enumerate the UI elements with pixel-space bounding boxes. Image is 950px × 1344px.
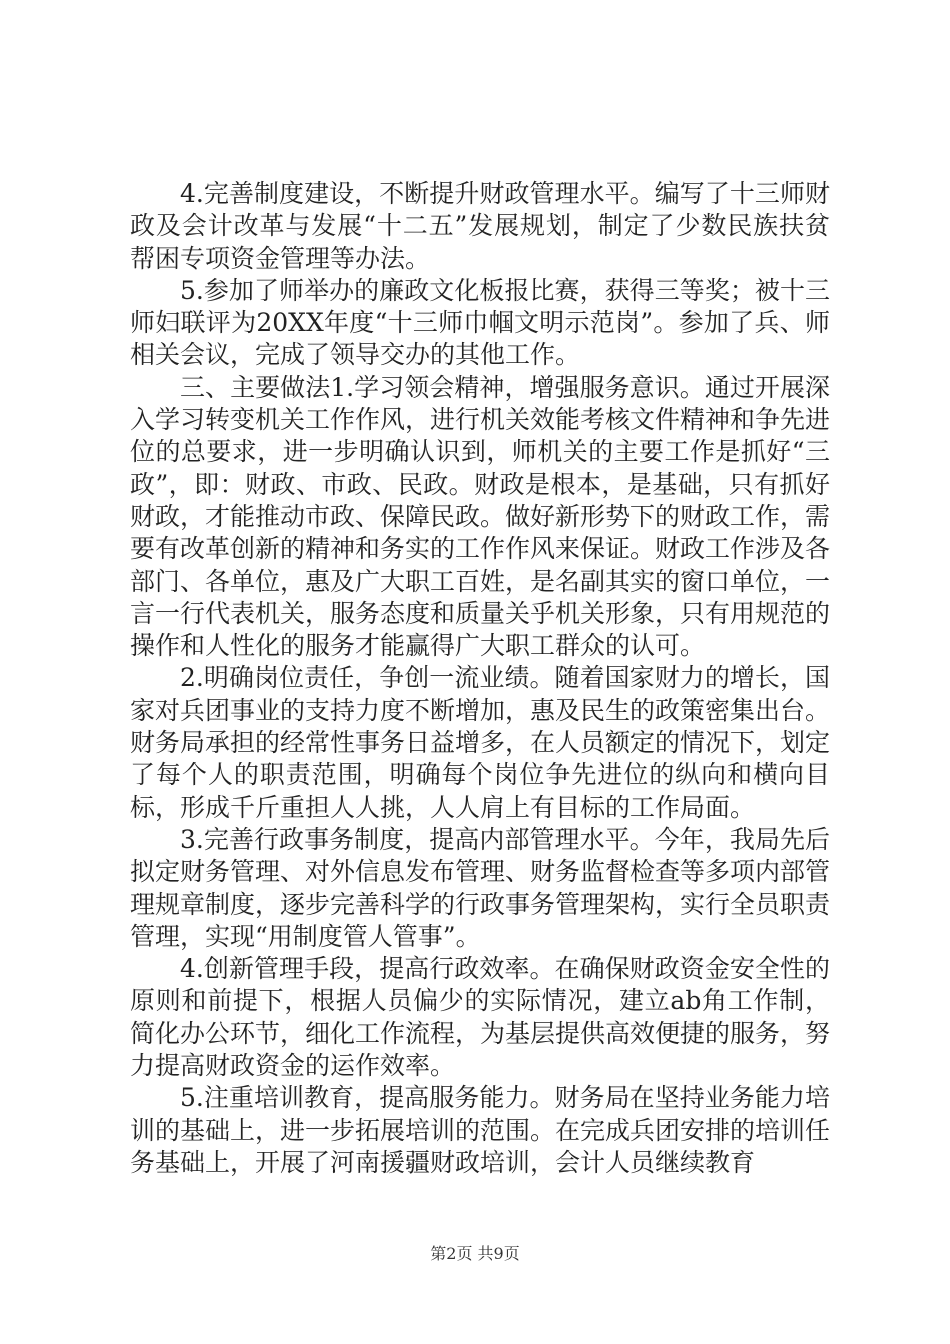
paragraph-3: 三、主要做法1.学习领会精神，增强服务意识。通过开展深入学习转变机关工作作风，进行机关效能考核文件精神和争先进位的总要求，进一步明确认识到，师机关的主要工作是抓好“三政”，即：财政、市政、民政。财政是根本，是基础，只有抓好财政，才能推动市政、保障民政。做好新形势下的财政工作，需要有改革创新的精神和务实的工作作风来保证。财政工作涉及各部门、各单位，惠及广大职工百姓，是名副其实的窗口单位，一言一行代表机关，服务态度和质量关乎机关形象，只有用规范的操作和人性化的服务才能赢得广大职工群众的认可。	[130, 372, 831, 661]
document-body	[130, 178, 830, 1179]
page-number-footer: 第2页 共9页	[430, 1244, 520, 1263]
paragraph-2: 5.参加了师举办的廉政文化板报比赛，获得三等奖；被十三师妇联评为20XX年度“十三师巾帼文明示范岗”。参加了兵、师相关会议，完成了领导交办的其他工作。	[130, 275, 830, 370]
paragraph-1: 4.完善制度建设，不断提升财政管理水平。编写了十三师财政及会计改革与发展“十二五”发展规划，制定了少数民族扶贫帮困专项资金管理等办法。	[130, 179, 830, 273]
paragraph-7: 5.注重培训教育，提高服务能力。财务局在坚持业务能力培训的基础上，进一步拓展培训的范围。在完成兵团安排的培训任务基础上，开展了河南援疆财政培训，会计人员继续教育	[130, 1083, 831, 1177]
paragraph-6: 4.创新管理手段，提高行政效率。在确保财政资金安全性的原则和前提下，根据人员偏少的实际情况，建立ab角工作制，简化办公环节，细化工作流程，为基层提供高效便捷的服务，努力提高财政资金的运作效率。	[130, 954, 831, 1081]
paragraph-5: 3.完善行政事务制度，提高内部管理水平。今年，我局先后拟定财务管理、对外信息发布管理、财务监督检查等多项内部管理规章制度，逐步完善科学的行政事务管理架构，实行全员职责管理，实现“用制度管人管事”。	[130, 824, 831, 951]
paragraph-4: 2.明确岗位责任，争创一流业绩。随着国家财力的增长，国家对兵团事业的支持力度不断增加，惠及民生的政策密集出台。财务局承担的经常性事务日益增多，在人员额定的情况下，划定了每个人的职责范围，明确每个岗位争先进位的纵向和横向目标，形成千斤重担人人挑，人人肩上有目标的工作局面。	[130, 663, 831, 822]
